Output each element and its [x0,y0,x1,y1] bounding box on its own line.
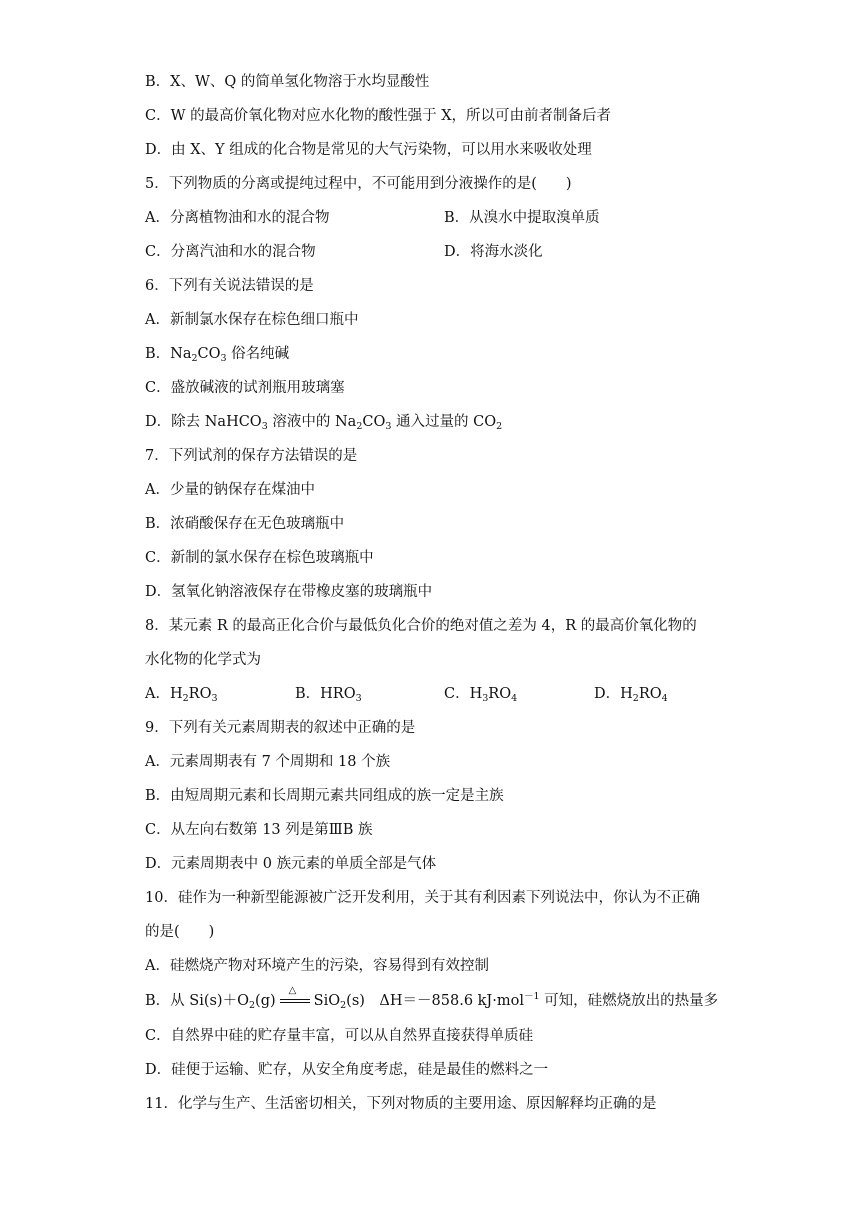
q6-option-b: B．$Na_2CO_3$ 俗名纯碱 [145,346,290,364]
q7-option-a: A．少量的钠保存在煤油中 [145,482,315,498]
q10-option-b: B．从 $Si(s)+O_2(g)$ △ SiO$_2$(s) ΔH＝－858.6 kJ·mol$^{-1}$ 可知，硅燃烧放出的热量多 [145,985,719,1011]
q8-option-b: B．$HRO_3$ [295,686,362,704]
q6-option-a: A．新制氯水保存在棕色细口瓶中 [145,312,359,328]
reaction-heat-arrow: △ [278,992,312,1006]
q5-option-b: B．从溴水中提取溴单质 [444,210,600,226]
q7-option-b: B．浓硝酸保存在无色玻璃瓶中 [145,516,345,532]
q9-option-a: A．元素周期表有 7 个周期和 18 个族 [145,754,391,770]
q5-option-c: C．分离汽油和水的混合物 [145,244,316,260]
question-11: 11．化学与生产、生活密切相关，下列对物质的主要用途、原因解释均正确的是 [145,1096,657,1112]
q9-option-b: B．由短周期元素和长周期元素共同组成的族一定是主族 [145,788,504,804]
q9-option-c: C．从左向右数第 13 列是第ⅢB 族 [145,822,373,838]
q8-option-c: C．$H_3RO_4$ [444,686,518,704]
q10-option-d: D．硅便于运输、贮存，从安全角度考虑，硅是最佳的燃料之一 [145,1062,549,1078]
question-8-line-2: 水化物的化学式为 [145,652,261,668]
q5-option-d: D．将海水淡化 [444,244,543,260]
q8-option-d: D．$H_2RO_4$ [594,686,668,704]
question-8-line-1: 8．某元素 R 的最高正化合价与最低负化合价的绝对值之差为 4，R 的最高价氧化物的 [145,618,697,634]
q6-option-d: D．除去 NaHCO$_3$ 溶液中的 $Na_2CO_3$ 通入过量的 $CO_2$ [145,414,503,432]
q10-option-c: C．自然界中硅的贮存量丰富，可以从自然界直接获得单质硅 [145,1028,534,1044]
q4-option-d: D．由 X、Y 组成的化合物是常见的大气污染物，可以用水来吸收处理 [145,142,592,158]
q7-option-d: D．氢氧化钠溶液保存在带橡皮塞的玻璃瓶中 [145,584,433,600]
question-7: 7．下列试剂的保存方法错误的是 [145,448,358,464]
q7-option-c: C．新制的氯水保存在棕色玻璃瓶中 [145,550,374,566]
q4-option-c: C．W 的最高价氧化物对应水化物的酸性强于 X，所以可由前者制备后者 [145,108,612,124]
q4-option-b: B．X、W、Q 的简单氢化物溶于水均显酸性 [145,74,430,90]
q8-option-a: A．$H_2RO_3$ [145,686,218,704]
q10-option-a: A．硅燃烧产物对环境产生的污染，容易得到有效控制 [145,958,489,974]
question-10-line-1: 10．硅作为一种新型能源被广泛开发利用，关于其有利因素下列说法中，你认为不正确 [145,890,700,906]
question-6: 6．下列有关说法错误的是 [145,278,314,294]
question-5: 5．下列物质的分离或提纯过程中，不可能用到分液操作的是( ) [145,176,572,192]
question-9: 9．下列有关元素周期表的叙述中正确的是 [145,720,416,736]
q9-option-d: D．元素周期表中 0 族元素的单质全部是气体 [145,856,437,872]
q5-option-a: A．分离植物油和水的混合物 [145,210,330,226]
question-10-line-2: 的是( ) [145,924,215,940]
q6-option-c: C．盛放碱液的试剂瓶用玻璃塞 [145,380,345,396]
